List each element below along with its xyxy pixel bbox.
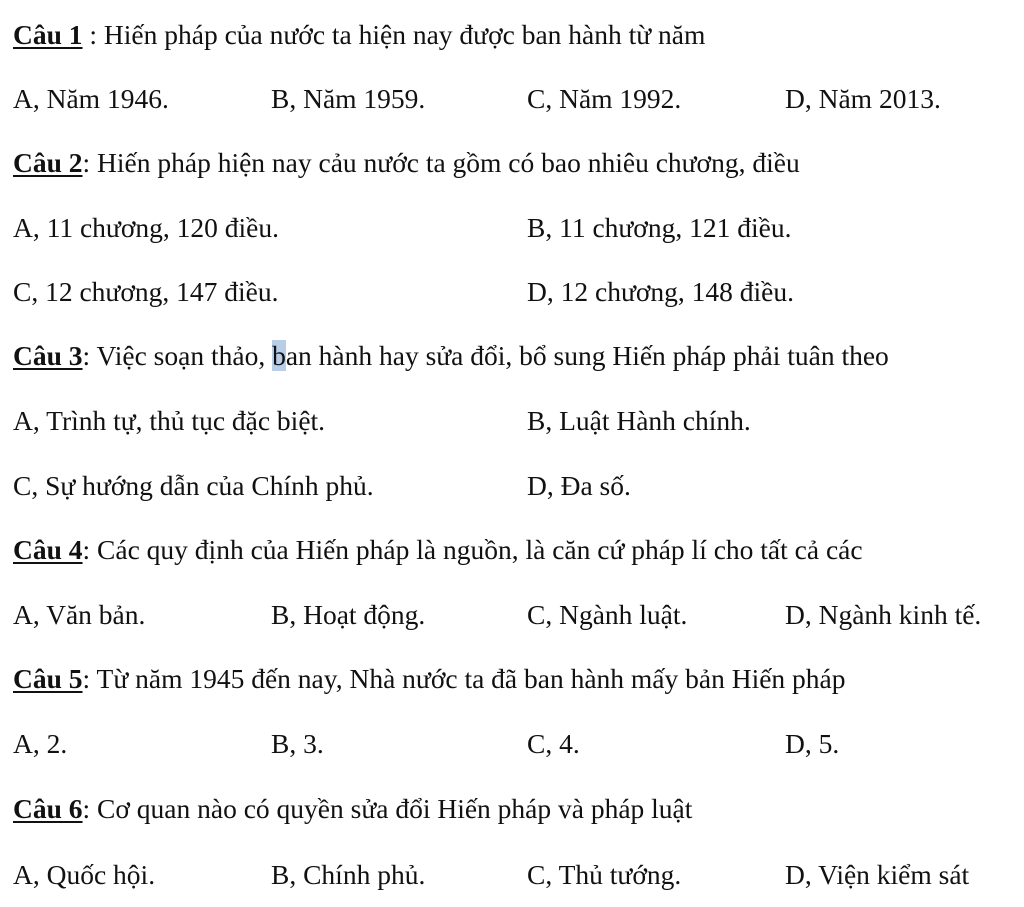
question-text: : Cơ quan nào có quyền sửa đổi Hiến pháp và pháp luật <box>82 793 693 824</box>
question-label: Câu 1 <box>13 19 83 50</box>
option-c: C, Ngành luật. <box>527 599 688 630</box>
option-d: D, 5. <box>785 728 840 759</box>
option-a: A, Quốc hội. <box>13 859 156 890</box>
option-c: C, 12 chương, 147 điều. <box>13 276 279 307</box>
question-text: : Hiến pháp hiện nay cảu nước ta gồm có bao nhiêu chương, điều <box>82 147 800 178</box>
option-a: A, 2. <box>13 728 68 759</box>
option-d: D, Năm 2013. <box>785 83 941 114</box>
option-b: B, 11 chương, 121 điều. <box>527 212 792 243</box>
option-d: D, 12 chương, 148 điều. <box>527 276 794 307</box>
option-d: D, Đa số. <box>527 470 631 501</box>
option-c: C, Sự hướng dẫn của Chính phủ. <box>13 470 374 501</box>
option-b: B, Luật Hành chính. <box>527 405 751 436</box>
question-label: Câu 3 <box>13 340 83 371</box>
question-2 <box>13 145 800 181</box>
question-label: Câu 4 <box>13 534 83 565</box>
question-6 <box>13 791 692 827</box>
option-c: C, Năm 1992. <box>527 83 682 114</box>
question-text: : Các quy định của Hiến pháp là nguồn, là căn cứ pháp lí cho tất cả các <box>82 534 863 565</box>
option-a: A, 11 chương, 120 điều. <box>13 212 279 243</box>
option-c: C, Thủ tướng. <box>527 859 682 890</box>
option-b: B, Hoạt động. <box>271 599 426 630</box>
option-b: B, 3. <box>271 728 324 759</box>
question-text: : Từ năm 1945 đến nay, Nhà nước ta đã ban hành mấy bản Hiến pháp <box>82 663 846 694</box>
question-label: Câu 5 <box>13 663 83 694</box>
question-3 <box>13 338 889 374</box>
option-a: A, Năm 1946. <box>13 83 169 114</box>
question-1 <box>13 17 705 53</box>
question-5 <box>13 661 846 697</box>
text-selection-highlight[interactable]: b <box>272 340 286 371</box>
option-c: C, 4. <box>527 728 580 759</box>
option-a: A, Trình tự, thủ tục đặc biệt. <box>13 405 326 436</box>
question-text-after: an hành hay sửa đổi, bổ sung Hiến pháp phải tuân theo <box>285 340 889 371</box>
option-d: D, Ngành kinh tế. <box>785 599 982 630</box>
question-4 <box>13 532 863 568</box>
option-d: D, Viện kiểm sát <box>785 859 970 890</box>
option-b: B, Chính phủ. <box>271 859 426 890</box>
question-label: Câu 6 <box>13 793 83 824</box>
question-text-before: : Việc soạn thảo, <box>82 340 273 371</box>
question-label: Câu 2 <box>13 147 83 178</box>
question-text: : Hiến pháp của nước ta hiện nay được ban hành từ năm <box>82 19 706 50</box>
option-a: A, Văn bản. <box>13 599 146 630</box>
option-b: B, Năm 1959. <box>271 83 426 114</box>
